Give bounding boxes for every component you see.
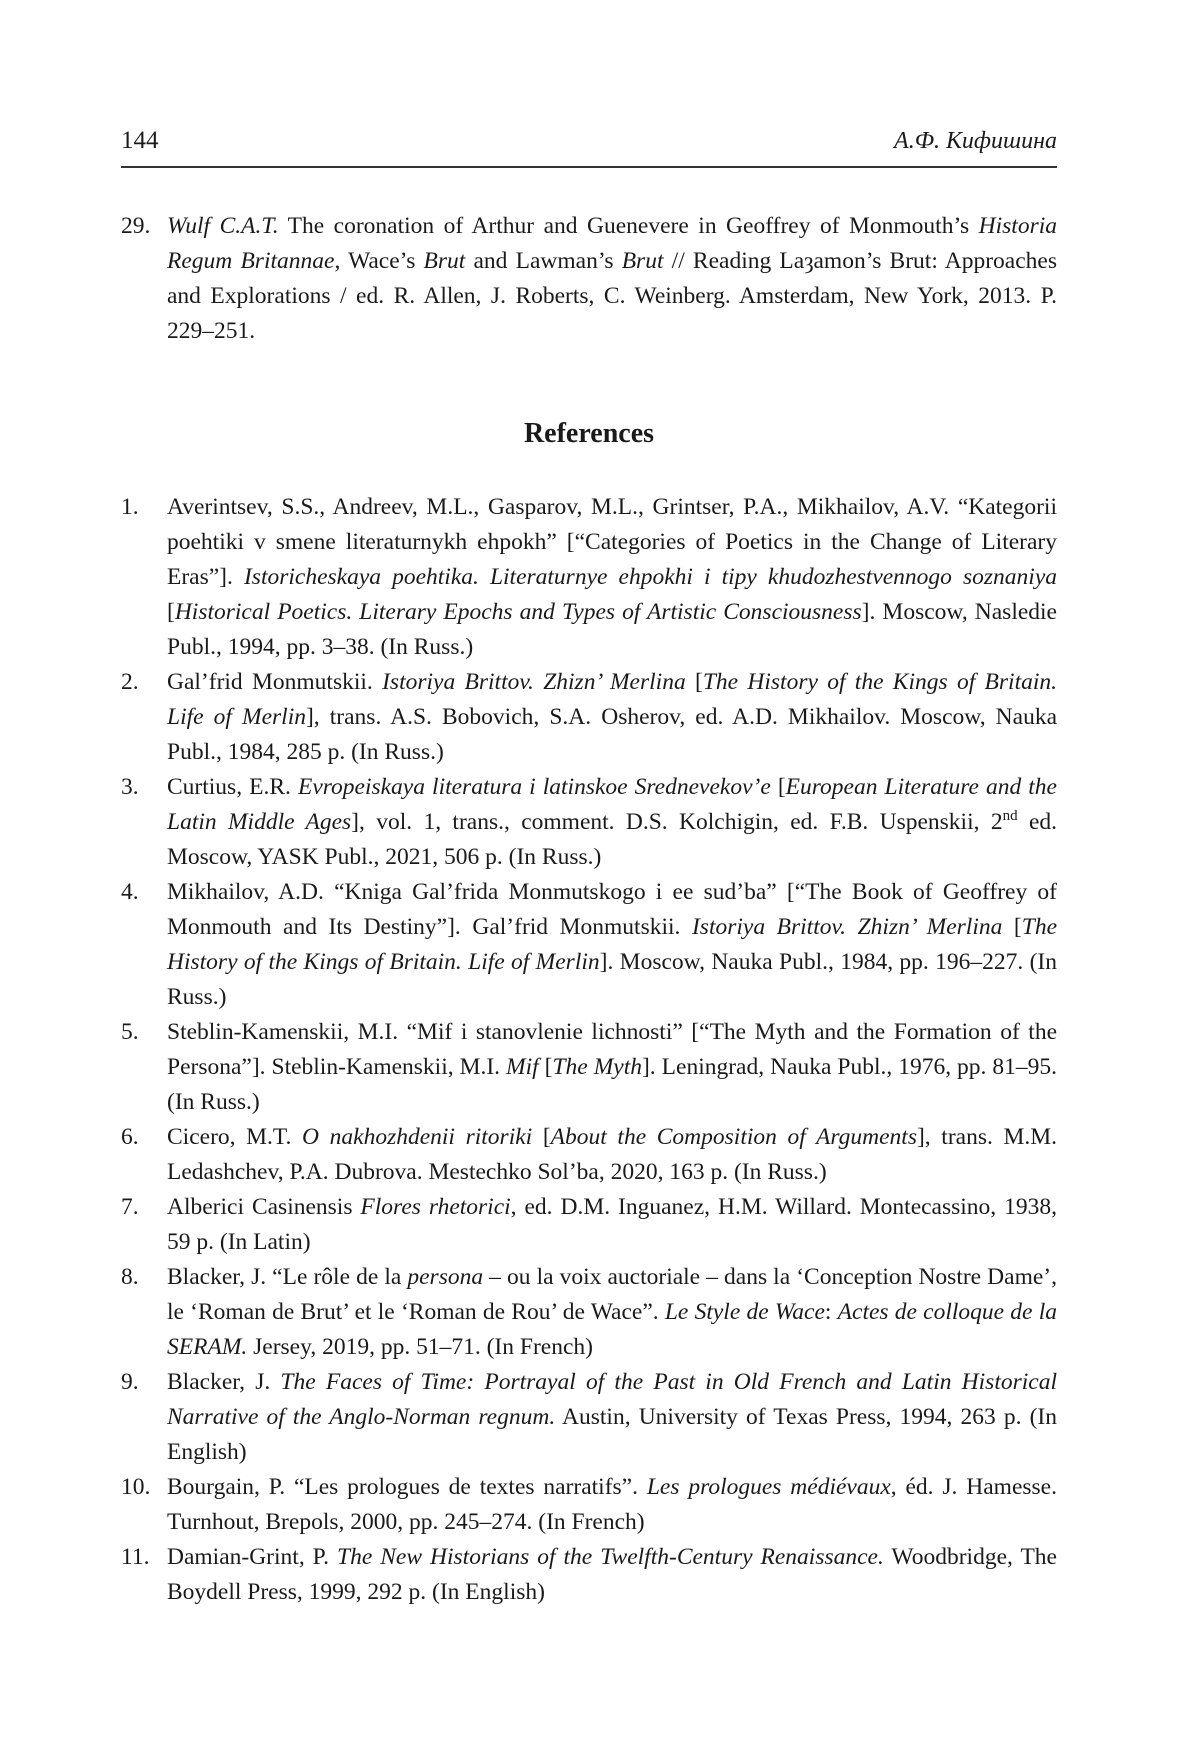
reference-text: Blacker, J. “Le rôle de la persona – ou la voix auctoriale – dans la ‘Conception Nostre Dame’, le ‘Roman de Brut’ et le ‘Roman de Rou’ de Wace”. Le Style de Wace: Actes de colloque de la SERAM. Jersey, 2019, pp. 51–71. (In French) (167, 1264, 1057, 1360)
reference-1 (121, 490, 1057, 665)
reference-number: 5. (121, 1019, 139, 1045)
section-title: References (523, 418, 655, 449)
reference-number: 9. (121, 1369, 139, 1395)
reference-text: Cicero, M.T. O nakhozhdenii ritoriki [About the Composition of Arguments], trans. M.M. Ledashchev, P.A. Dubrova. Mestechko Sol’ba, 2020, 163 p. (In Russ.) (167, 1124, 1058, 1185)
reference-text: Averintsev, S.S., Andreev, M.L., Gasparov, M.L., Grintser, P.A., Mikhailov, A.V. “Kategorii poehtiki v smene literaturnykh ehpokh” [“Categories of Poetics in the Change of Literary Eras”]. Istoricheskaya poehtika. Literaturnye ehpokhi i tipy khudozhestvennogo soznaniya [Historical Poetics. Literary Epochs and Types of Artistic Consciousness]. Moscow, Nasledie Publ., 1994, pp. 3–38. (In Russ.) (167, 494, 1057, 660)
reference-5 (121, 1015, 1057, 1120)
reference-number: 6. (121, 1124, 139, 1150)
reference-text: Steblin-Kamenskii, M.I. “Mif i stanovlenie lichnosti” [“The Myth and the Formation of the Persona”]. Steblin-Kamenskii, M.I. Mif [The Myth]. Leningrad, Nauka Publ., 1976, pp. 81–95. (In Russ.) (167, 1019, 1058, 1115)
running-head: А.Ф. Кифишина (894, 128, 1057, 154)
reference-number: 1. (121, 494, 139, 520)
entry-number: 29. (121, 213, 151, 239)
reference-text: Alberici Casinensis Flores rhetorici, ed. D.M. Inguanez, H.M. Willard. Montecassino, 1938, 59 p. (In Latin) (167, 1194, 1058, 1255)
reference-number: 10. (121, 1474, 151, 1500)
reference-text: Bourgain, P. “Les prologues de textes narratifs”. Les prologues médiévaux, éd. J. Hamesse. Turnhout, Brepols, 2000, pp. 245–274. (In French) (167, 1474, 1057, 1535)
reference-number: 4. (121, 879, 139, 905)
reference-2 (121, 665, 1057, 770)
reference-text: Curtius, E.R. Evropeiskaya literatura i latinskoe Srednevekov’e [European Literature and the Latin Middle Ages], vol. 1, trans., comment. D.S. Kolchigin, ed. F.B. Uspenskii, 2nd ed. Moscow, YASK Publ., 2021, 506 p. (In Russ.) (167, 774, 1057, 870)
reference-text: Damian-Grint, P. The New Historians of the Twelfth-Century Renaissance. Woodbridge, The Boydell Press, 1999, 292 p. (In English) (167, 1544, 1057, 1605)
page-number: 144 (121, 127, 159, 154)
reference-text: Blacker, J. The Faces of Time: Portrayal of the Past in Old French and Latin Historical Narrative of the Anglo-Norman regnum. Austin, University of Texas Press, 1994, 263 p. (In English) (167, 1369, 1057, 1465)
reference-number: 8. (121, 1264, 139, 1290)
entry-author: Wulf C.A.T. (167, 213, 279, 239)
reference-number: 2. (121, 669, 139, 695)
reference-number: 7. (121, 1194, 139, 1220)
reference-3 (121, 770, 1057, 875)
reference-6 (121, 1120, 1057, 1190)
superscript: nd (1002, 808, 1018, 824)
reference-10 (121, 1470, 1057, 1540)
reference-11 (121, 1540, 1057, 1610)
page-header (121, 126, 1057, 168)
entry-text: Wulf C.A.T. The coronation of Arthur and Guenevere in Geoffrey of Monmouth’s Historia Regum Britannae, Wace’s Brut and Lawman’s Brut // Reading Laȝamon’s Brut: Approaches and Explorations / ed. R. Allen, J. Roberts, C. Weinberg. Amsterdam, New York, 2013. P. 229–251. (167, 213, 1057, 344)
reference-9 (121, 1365, 1057, 1470)
reference-4 (121, 875, 1057, 1015)
reference-text: Gal’frid Monmutskii. Istoriya Brittov. Zhizn’ Merlina [The History of the Kings of Britain. Life of Merlin], trans. A.S. Bobovich, S.A. Osherov, ed. A.D. Mikhailov. Moscow, Nauka Publ., 1984, 285 p. (In Russ.) (167, 669, 1058, 765)
bibliography-entry-29 (121, 209, 1057, 349)
reference-7 (121, 1190, 1057, 1260)
reference-number: 3. (121, 774, 139, 800)
reference-8 (121, 1260, 1057, 1365)
reference-number: 11. (121, 1544, 150, 1570)
reference-text: Mikhailov, A.D. “Kniga Gal’frida Monmutskogo i ee sud’ba” [“The Book of Geoffrey of Monmouth and Its Destiny”]. Gal’frid Monmutskii. Istoriya Brittov. Zhizn’ Merlina [The History of the Kings of Britain. Life of Merlin]. Moscow, Nauka Publ., 1984, pp. 196–227. (In Russ.) (167, 879, 1058, 1010)
